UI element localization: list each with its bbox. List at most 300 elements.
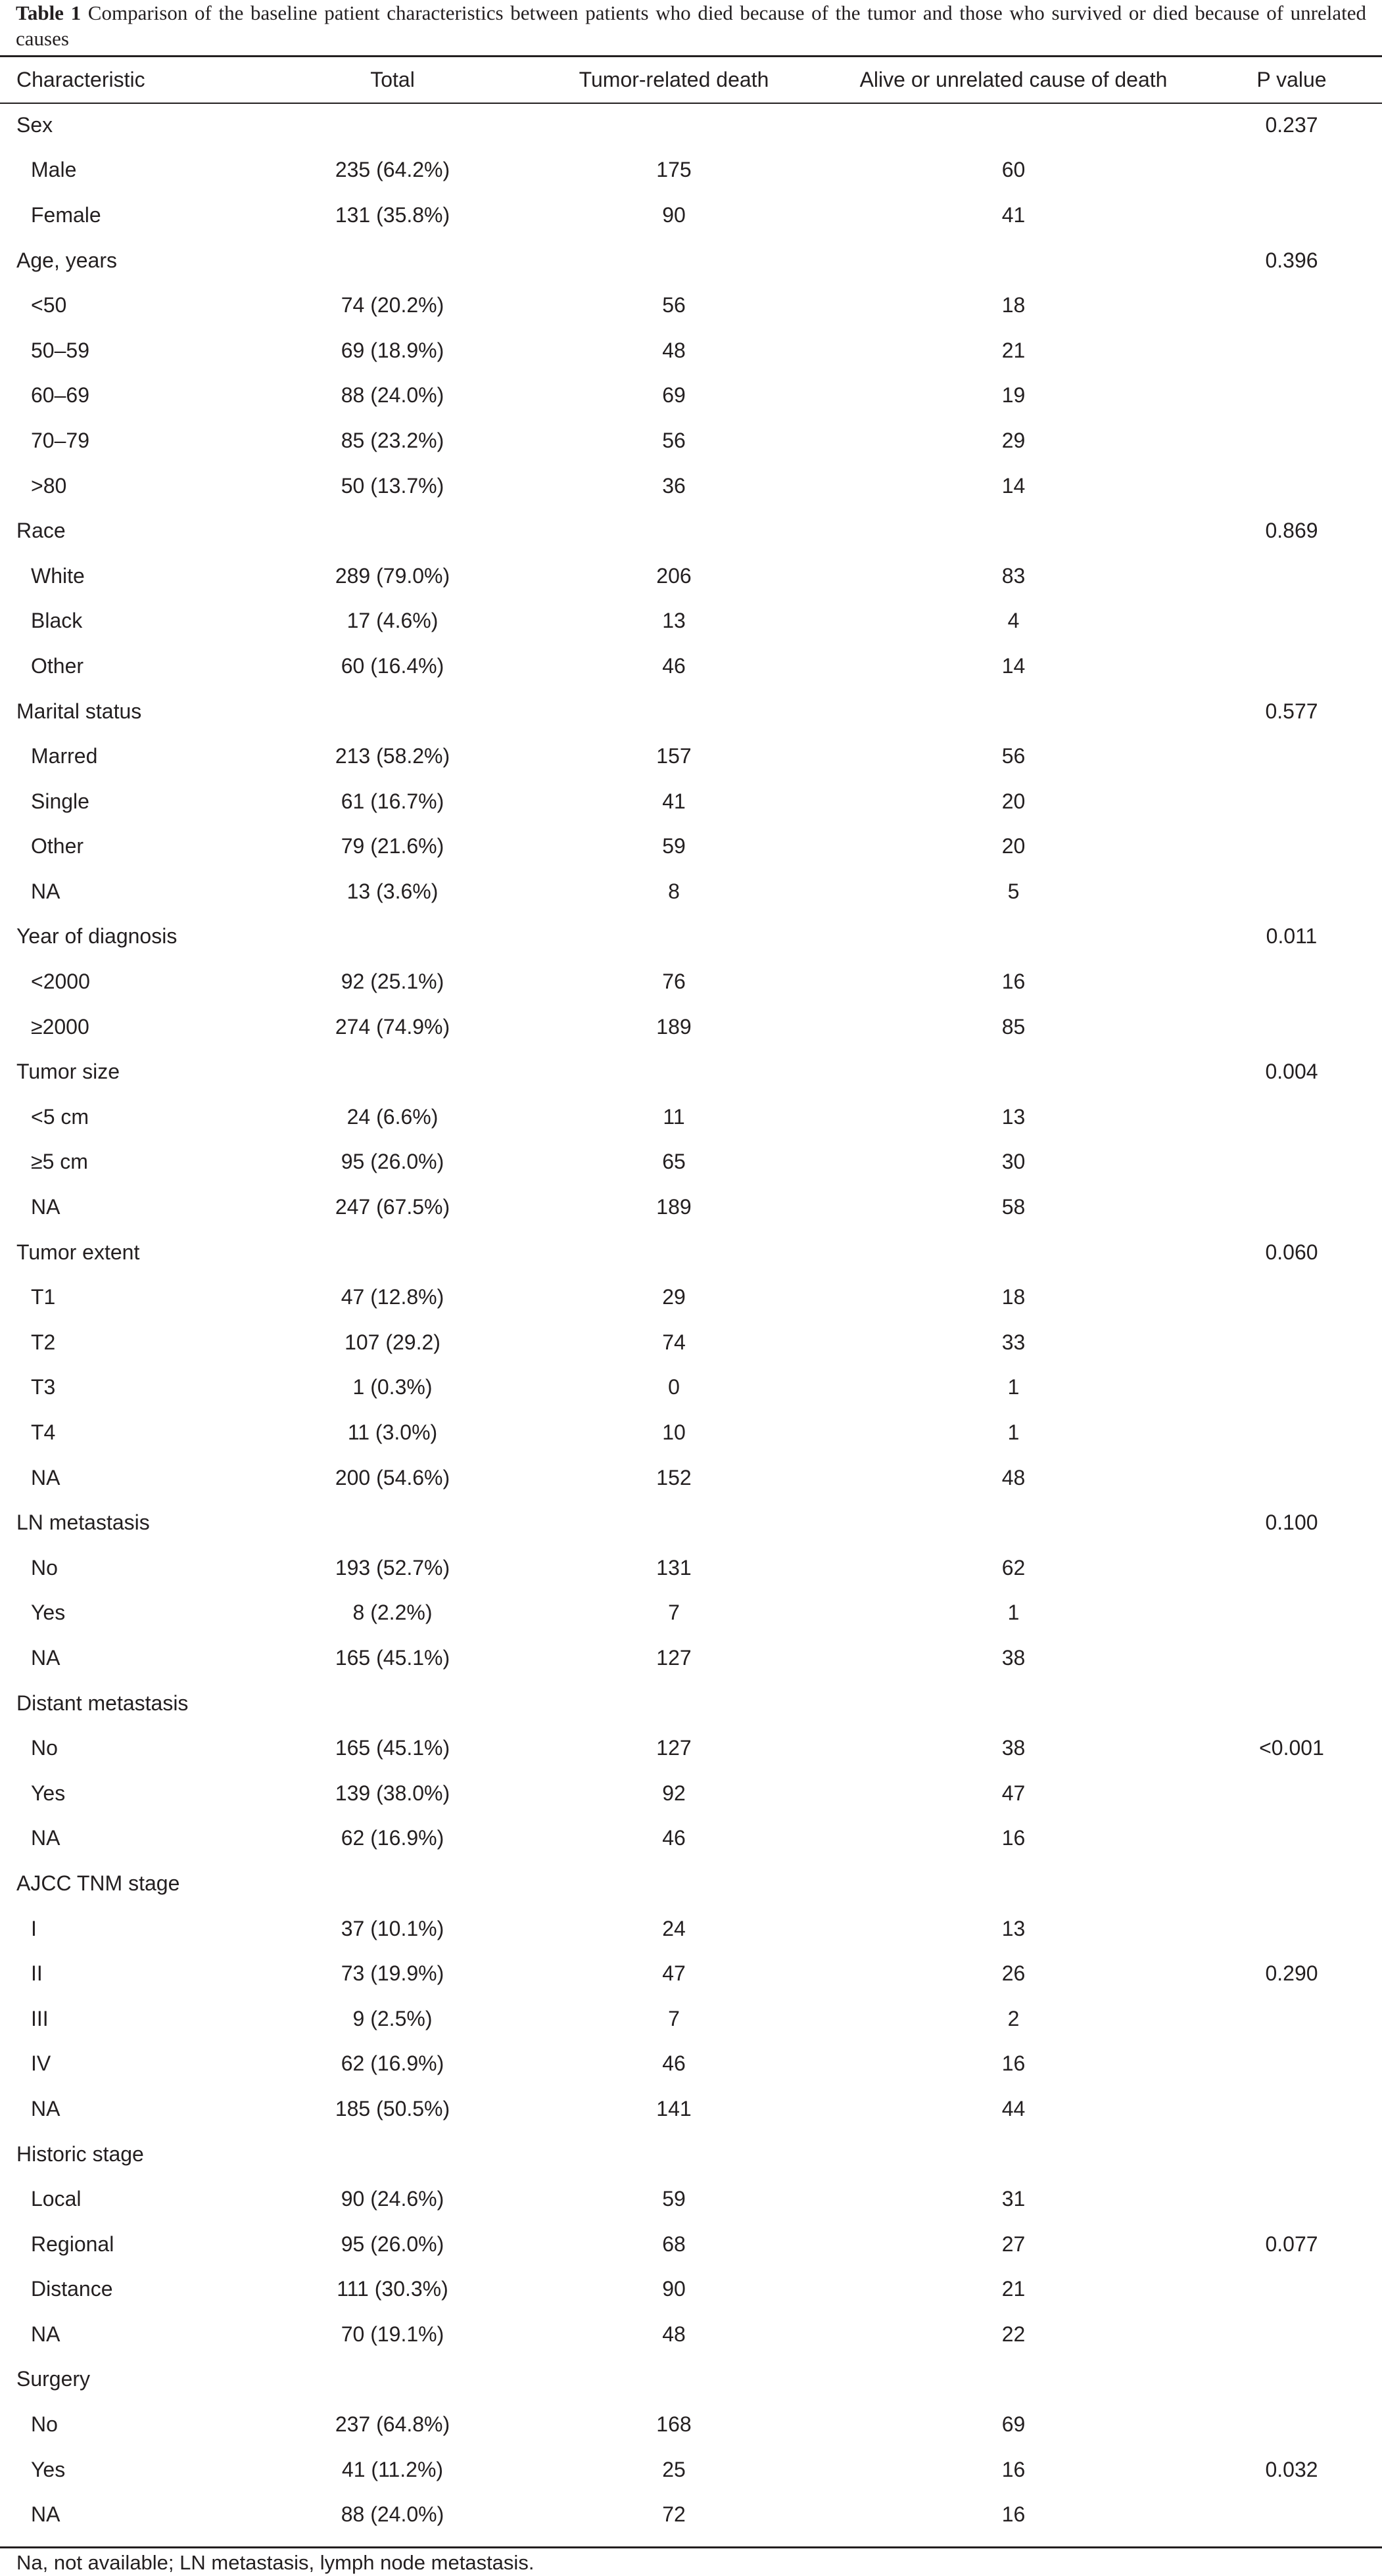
cell-characteristic: NA [31,2096,60,2120]
cell-total: 73 (19.9%) [341,1961,444,1986]
cell-alive-or-unrelated [842,914,1185,960]
cell-tumor-related-death: 48 [662,338,686,362]
cell-p-value: <0.001 [1259,1736,1324,1760]
table-row [0,193,1382,238]
cell-characteristic: Male [31,158,77,182]
cell-characteristic: LN metastasis [16,1510,150,1535]
cell-tumor-related-death [506,1049,842,1094]
cell-alive-or-unrelated: 26 [1001,1961,1026,1986]
cell-p-value [1185,2402,1382,2447]
cell-characteristic: NA [31,879,60,903]
cell-total: 79 (21.6%) [341,834,444,858]
cell-total [279,1230,506,1275]
cell-p-value [1185,2492,1382,2537]
cell-characteristic: 70–79 [31,428,89,452]
cell-characteristic: II [31,1961,43,1986]
cell-p-value [1185,1140,1382,1185]
cell-characteristic: NA [31,1645,60,1670]
cell-tumor-related-death: 131 [656,1555,692,1580]
table-group-row [0,238,1382,283]
cell-alive-or-unrelated: 56 [1001,744,1026,768]
cell-alive-or-unrelated: 30 [1001,1150,1026,1174]
cell-tumor-related-death: 46 [662,653,686,678]
cell-characteristic: Historic stage [16,2142,144,2166]
cell-tumor-related-death: 46 [662,1826,686,1850]
cell-alive-or-unrelated [842,2357,1185,2402]
cell-tumor-related-death [506,689,842,734]
cell-tumor-related-death: 189 [656,1195,692,1219]
table-row [0,2447,1382,2493]
column-header-alive-or-unrelated: Alive or unrelated cause of death [859,68,1168,91]
cell-p-value: 0.004 [1265,1060,1318,1084]
cell-p-value [1185,869,1382,914]
cell-tumor-related-death [506,238,842,283]
cell-total: 165 (45.1%) [335,1645,450,1670]
cell-alive-or-unrelated [842,508,1185,553]
cell-characteristic: White [31,563,85,588]
cell-tumor-related-death: 92 [662,1781,686,1805]
table-row [0,463,1382,509]
table-row [0,418,1382,463]
cell-p-value [1185,1996,1382,2042]
cell-alive-or-unrelated: 22 [1001,2322,1026,2346]
cell-total: 24 (6.6%) [346,1104,439,1129]
cell-p-value [1185,1094,1382,1140]
table-row [0,2086,1382,2132]
cell-tumor-related-death: 76 [662,970,686,994]
table-group-row [0,1500,1382,1545]
cell-total: 70 (19.1%) [341,2322,444,2346]
cell-tumor-related-death: 189 [656,1014,692,1039]
cell-tumor-related-death: 13 [662,609,686,633]
cell-total: 131 (35.8%) [335,202,450,227]
cell-alive-or-unrelated [842,1681,1185,1726]
cell-p-value [1185,418,1382,463]
cell-characteristic: NA [31,2502,60,2527]
cell-total: 9 (2.5%) [352,2006,433,2030]
cell-characteristic: Marred [31,744,98,768]
cell-total: 95 (26.0%) [341,1150,444,1174]
table-label: Table 1 [16,1,82,24]
cell-characteristic: T2 [31,1330,56,1354]
cell-total: 235 (64.2%) [335,158,450,182]
cell-tumor-related-death: 46 [662,2051,686,2076]
cell-alive-or-unrelated: 83 [1001,563,1026,588]
column-header-tumor-related-death: Tumor-related death [579,68,769,91]
table-row [0,599,1382,644]
cell-total [279,2132,506,2177]
cell-alive-or-unrelated: 60 [1001,158,1026,182]
table-row [0,2042,1382,2087]
cell-p-value [1185,1184,1382,1230]
cell-tumor-related-death: 69 [662,383,686,408]
table-group-row [0,914,1382,960]
cell-alive-or-unrelated: 1 [1007,1420,1020,1445]
cell-p-value [1185,328,1382,373]
cell-characteristic: <5 cm [31,1104,89,1129]
cell-p-value [1185,283,1382,328]
table-row [0,2312,1382,2357]
cell-characteristic: 50–59 [31,338,89,362]
cell-tumor-related-death: 157 [656,744,692,768]
table-row [0,1816,1382,1862]
cell-alive-or-unrelated: 16 [1001,970,1026,994]
cell-alive-or-unrelated: 27 [1001,2232,1026,2256]
cell-total: 237 (64.8%) [335,2412,450,2437]
table-row [0,1004,1382,1050]
cell-alive-or-unrelated: 21 [1001,2277,1026,2301]
table-row [0,1951,1382,1996]
cell-tumor-related-death: 41 [662,789,686,813]
table-row [0,2402,1382,2447]
cell-p-value [1185,1004,1382,1050]
cell-tumor-related-death: 24 [662,1916,686,1940]
cell-tumor-related-death: 10 [662,1420,686,1445]
cell-alive-or-unrelated: 16 [1001,2051,1026,2076]
cell-tumor-related-death [506,1500,842,1545]
cell-p-value [1185,1861,1382,1906]
cell-alive-or-unrelated: 48 [1001,1465,1026,1489]
cell-characteristic: Female [31,202,101,227]
cell-p-value [1185,1320,1382,1365]
cell-alive-or-unrelated: 21 [1001,338,1026,362]
cell-p-value [1185,463,1382,509]
table-bottom-rule [0,2546,1382,2548]
cell-p-value: 0.577 [1265,699,1318,723]
cell-total: 274 (74.9%) [335,1014,450,1039]
cell-p-value: 0.011 [1266,924,1318,948]
cell-characteristic: Age, years [16,248,117,272]
table-row [0,2222,1382,2267]
table-row [0,1906,1382,1952]
cell-tumor-related-death: 90 [662,2277,686,2301]
cell-total: 185 (50.5%) [335,2096,450,2120]
cell-alive-or-unrelated: 33 [1001,1330,1026,1354]
table-row [0,328,1382,373]
cell-p-value [1185,1816,1382,1862]
cell-characteristic: Tumor extent [16,1240,140,1264]
table-caption-text: Comparison of the baseline patient characteristics between patients who died because of the tumor and those who survived or died because of unrelated causes [16,1,1367,50]
table-footnote: Na, not available; LN metastasis, lymph node metastasis. [16,2551,535,2574]
table-row [0,959,1382,1004]
cell-p-value [1185,734,1382,779]
cell-total [279,103,506,148]
cell-p-value [1185,1365,1382,1411]
cell-characteristic: <2000 [31,970,90,994]
cell-characteristic: <50 [31,293,67,317]
cell-characteristic: NA [31,2322,60,2346]
cell-characteristic: T3 [31,1375,56,1399]
cell-characteristic: I [31,1916,37,1940]
cell-alive-or-unrelated: 14 [1001,653,1026,678]
cell-total: 95 (26.0%) [341,2232,444,2256]
cell-alive-or-unrelated: 47 [1001,1781,1026,1805]
cell-alive-or-unrelated: 13 [1001,1916,1026,1940]
table-group-row [0,1049,1382,1094]
cell-p-value [1185,2086,1382,2132]
cell-characteristic: Marital status [16,699,142,723]
cell-alive-or-unrelated: 31 [1001,2187,1026,2211]
table-row [0,1094,1382,1140]
cell-p-value [1185,2132,1382,2177]
cell-total [279,508,506,553]
cell-alive-or-unrelated: 14 [1001,473,1026,498]
table-group-row [0,2132,1382,2177]
cell-tumor-related-death [506,1861,842,1906]
table-row [0,1140,1382,1185]
table-caption [16,0,1366,51]
cell-tumor-related-death: 59 [662,2187,686,2211]
cell-characteristic: Regional [31,2232,114,2256]
cell-tumor-related-death [506,1681,842,1726]
cell-p-value: 0.060 [1265,1240,1318,1264]
cell-tumor-related-death: 59 [662,834,686,858]
cell-total: 289 (79.0%) [335,563,450,588]
cell-alive-or-unrelated: 38 [1001,1736,1026,1760]
cell-alive-or-unrelated: 20 [1001,789,1026,813]
cell-characteristic: ≥5 cm [31,1150,88,1174]
cell-p-value [1185,193,1382,238]
table-row [0,1635,1382,1681]
cell-characteristic: Local [31,2187,82,2211]
table-group-row [0,508,1382,553]
cell-tumor-related-death: 0 [668,1375,680,1399]
cell-tumor-related-death: 72 [662,2502,686,2527]
cell-characteristic: Race [16,519,66,543]
cell-p-value [1185,599,1382,644]
cell-p-value [1185,1410,1382,1455]
cell-alive-or-unrelated: 38 [1001,1645,1026,1670]
cell-p-value [1185,1455,1382,1501]
table-group-row [0,1861,1382,1906]
cell-alive-or-unrelated: 19 [1001,383,1026,408]
cell-p-value [1185,2312,1382,2357]
cell-characteristic: T1 [31,1285,56,1309]
cell-total: 74 (20.2%) [341,293,444,317]
cell-total: 213 (58.2%) [335,744,450,768]
cell-characteristic: Other [31,834,84,858]
table-row [0,734,1382,779]
cell-total: 8 (2.2%) [352,1601,433,1625]
cell-tumor-related-death: 56 [662,428,686,452]
cell-tumor-related-death: 74 [662,1330,686,1354]
table-row [0,1275,1382,1320]
table-group-row [0,1681,1382,1726]
cell-total: 200 (54.6%) [335,1465,450,1489]
table-row [0,1184,1382,1230]
cell-p-value [1185,1275,1382,1320]
cell-tumor-related-death: 90 [662,202,686,227]
cell-characteristic: Sex [16,112,53,137]
cell-alive-or-unrelated: 18 [1001,293,1026,317]
table-body [0,103,1382,2537]
cell-characteristic: NA [31,1465,60,1489]
cell-p-value [1185,2176,1382,2222]
cell-p-value: 0.290 [1265,1961,1318,1986]
cell-tumor-related-death: 206 [656,563,692,588]
cell-p-value: 0.100 [1265,1510,1318,1535]
cell-p-value: 0.869 [1265,519,1318,543]
cell-p-value [1185,1906,1382,1952]
cell-tumor-related-death: 29 [662,1285,686,1309]
cell-tumor-related-death: 47 [662,1961,686,1986]
cell-tumor-related-death [506,2357,842,2402]
cell-alive-or-unrelated: 41 [1001,202,1026,227]
cell-p-value: 0.396 [1265,248,1318,272]
cell-total: 165 (45.1%) [335,1736,450,1760]
cell-tumor-related-death: 7 [668,1601,680,1625]
cell-total [279,1861,506,1906]
cell-total: 193 (52.7%) [335,1555,450,1580]
cell-characteristic: Yes [31,2457,66,2481]
cell-p-value [1185,1591,1382,1636]
cell-tumor-related-death: 36 [662,473,686,498]
table-group-row [0,1230,1382,1275]
cell-characteristic: >80 [31,473,67,498]
cell-total: 1 (0.3%) [352,1375,433,1399]
cell-characteristic: Single [31,789,89,813]
cell-total: 62 (16.9%) [341,2051,444,2076]
table-group-row [0,103,1382,148]
cell-p-value [1185,2267,1382,2312]
cell-characteristic: NA [31,1195,60,1219]
cell-alive-or-unrelated: 69 [1001,2412,1026,2437]
cell-characteristic: Other [31,653,84,678]
cell-total: 60 (16.4%) [341,653,444,678]
cell-p-value [1185,959,1382,1004]
table-group-row [0,2357,1382,2402]
cell-total [279,238,506,283]
cell-tumor-related-death [506,914,842,960]
cell-total: 92 (25.1%) [341,970,444,994]
cell-total: 62 (16.9%) [341,1826,444,1850]
cell-tumor-related-death: 152 [656,1465,692,1489]
cell-tumor-related-death: 8 [668,879,680,903]
cell-tumor-related-death: 48 [662,2322,686,2346]
table-row [0,824,1382,870]
cell-p-value [1185,2357,1382,2402]
column-header-total: Total [370,68,415,91]
cell-total: 41 (11.2%) [341,2457,444,2481]
cell-characteristic: AJCC TNM stage [16,1871,180,1895]
table-row [0,1591,1382,1636]
table-row [0,553,1382,599]
table-row [0,283,1382,328]
cell-alive-or-unrelated [842,238,1185,283]
cell-total [279,1500,506,1545]
table-row [0,373,1382,419]
table-row [0,1725,1382,1771]
cell-total [279,914,506,960]
cell-alive-or-unrelated: 13 [1001,1104,1026,1129]
characteristics-table [0,57,1382,2537]
cell-alive-or-unrelated: 1 [1007,1601,1020,1625]
cell-total [279,689,506,734]
cell-tumor-related-death: 56 [662,293,686,317]
cell-p-value [1185,2042,1382,2087]
table-row [0,148,1382,193]
cell-tumor-related-death: 65 [662,1150,686,1174]
table-header-row [0,57,1382,103]
cell-total: 69 (18.9%) [341,338,444,362]
cell-alive-or-unrelated: 16 [1001,2502,1026,2527]
cell-alive-or-unrelated: 1 [1007,1375,1020,1399]
table-row [0,1410,1382,1455]
cell-p-value [1185,1635,1382,1681]
cell-alive-or-unrelated: 20 [1001,834,1026,858]
cell-p-value: 0.237 [1265,112,1318,137]
cell-tumor-related-death: 11 [663,1104,685,1129]
cell-characteristic: Distance [31,2277,113,2301]
cell-total: 88 (24.0%) [341,383,444,408]
cell-p-value [1185,553,1382,599]
cell-alive-or-unrelated: 29 [1001,428,1026,452]
cell-p-value [1185,1545,1382,1591]
cell-characteristic: IV [31,2051,51,2076]
column-header-p-value: P value [1256,68,1327,91]
table-row [0,1320,1382,1365]
cell-alive-or-unrelated: 44 [1001,2096,1026,2120]
cell-characteristic: ≥2000 [31,1014,89,1039]
cell-tumor-related-death: 7 [668,2006,680,2030]
cell-alive-or-unrelated [842,1049,1185,1094]
cell-alive-or-unrelated: 16 [1001,2457,1026,2481]
cell-characteristic: No [31,2412,58,2437]
cell-p-value: 0.032 [1265,2457,1318,2481]
cell-characteristic: Yes [31,1601,66,1625]
cell-characteristic: Surgery [16,2367,91,2391]
cell-characteristic: Year of diagnosis [16,924,178,948]
cell-alive-or-unrelated: 2 [1007,2006,1020,2030]
cell-tumor-related-death [506,103,842,148]
cell-alive-or-unrelated: 16 [1001,1826,1026,1850]
table-row [0,1455,1382,1501]
table-row [0,2492,1382,2537]
cell-total: 37 (10.1%) [341,1916,444,1940]
cell-alive-or-unrelated: 85 [1001,1014,1026,1039]
cell-characteristic: T4 [31,1420,56,1445]
cell-characteristic: III [31,2006,49,2030]
column-header-characteristic: Characteristic [16,68,145,91]
cell-p-value [1185,1771,1382,1816]
table-group-row [0,689,1382,734]
cell-total: 111 (30.3%) [337,2277,448,2301]
cell-tumor-related-death: 127 [656,1736,692,1760]
cell-tumor-related-death [506,2132,842,2177]
cell-alive-or-unrelated [842,2132,1185,2177]
cell-total: 13 (3.6%) [346,879,439,903]
cell-total: 85 (23.2%) [341,428,444,452]
cell-total: 247 (67.5%) [335,1195,450,1219]
cell-total: 88 (24.0%) [341,2502,444,2527]
cell-total: 61 (16.7%) [341,789,444,813]
cell-characteristic: Yes [31,1781,66,1805]
cell-characteristic: Tumor size [16,1060,120,1084]
cell-tumor-related-death: 25 [662,2457,686,2481]
cell-alive-or-unrelated [842,689,1185,734]
cell-tumor-related-death: 127 [656,1645,692,1670]
cell-total: 139 (38.0%) [335,1781,450,1805]
table-row [0,644,1382,689]
cell-alive-or-unrelated: 62 [1001,1555,1026,1580]
table-row [0,2267,1382,2312]
cell-tumor-related-death: 175 [656,158,692,182]
cell-alive-or-unrelated: 5 [1007,879,1020,903]
table-row [0,1996,1382,2042]
cell-p-value [1185,824,1382,870]
table-row [0,1365,1382,1411]
cell-p-value [1185,1681,1382,1726]
